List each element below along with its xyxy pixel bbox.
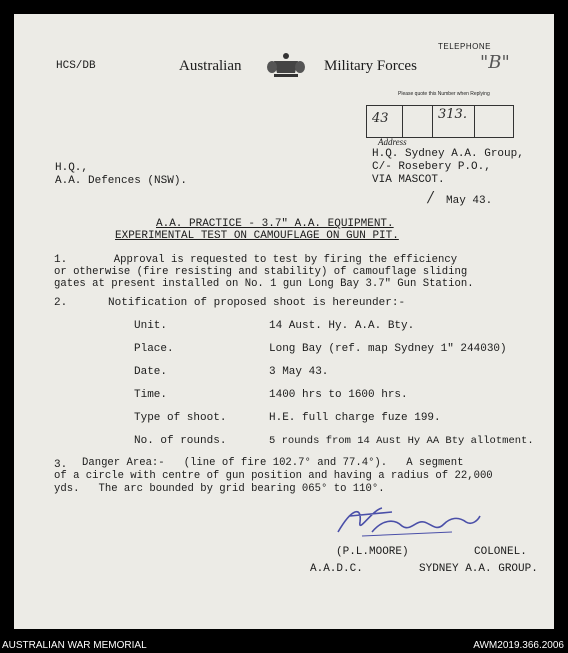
detail-value: Long Bay (ref. map Sydney 1" 244030) (269, 343, 507, 355)
box-divider (402, 105, 403, 138)
detail-label: Place. (134, 343, 174, 355)
paragraph-number: 3. (54, 459, 68, 471)
address-line: VIA MASCOT. (372, 174, 445, 186)
reference-code: HCS/DB (56, 60, 96, 72)
box-divider (432, 105, 433, 138)
paragraph-line: gates at present installed on No. 1 gun Long Bay 3.7" Gun Station. (54, 278, 474, 290)
box-divider (474, 105, 475, 138)
detail-value: H.E. full charge fuze 199. (269, 412, 441, 424)
signatory-name: (P.L.MOORE) (336, 546, 409, 558)
letterhead-right: Military Forces (324, 58, 417, 74)
signature-image (332, 502, 482, 542)
paragraph-line: yds. The arc bounded by grid bearing 065° to 110°. (54, 483, 385, 495)
detail-label: Time. (134, 389, 168, 401)
signatory-rank: COLONEL. (474, 546, 527, 558)
address-line: H.Q. Sydney A.A. Group, (372, 148, 524, 160)
recipient-line: H.Q., (55, 162, 89, 174)
document-page (14, 14, 554, 629)
detail-value: 14 Aust. Hy. A.A. Bty. (269, 320, 415, 332)
detail-label: Type of shoot. (134, 412, 227, 424)
paragraph-line: of a circle with centre of gun position and having a radius of 22,000 (54, 470, 493, 482)
signatory-title-right: SYDNEY A.A. GROUP. (419, 563, 538, 575)
detail-value: 3 May 43. (269, 366, 329, 378)
paragraph-number: 1. (54, 254, 68, 266)
recipient-line: A.A. Defences (NSW). (55, 175, 188, 187)
signatory-title-left: A.A.D.C. (310, 563, 363, 575)
address-label: Address (378, 137, 407, 147)
quote-note: Please quote this Number when Replying (398, 91, 490, 97)
detail-label: Unit. (134, 320, 168, 332)
date-text: May 43. (446, 195, 493, 207)
file-number-part-b: 313. (438, 107, 467, 122)
subject-line: EXPERIMENTAL TEST ON CAMOUFLAGE ON GUN PIT. (115, 230, 399, 242)
detail-value: 5 rounds from 14 Aust Hy AA Bty allotment. (269, 435, 534, 447)
letterhead-left: Australian (179, 58, 242, 74)
subject-line: A.A. PRACTICE - 3.7" A.A. EQUIPMENT. (156, 218, 394, 230)
footer-accession-number: AWM2019.366.2006 (473, 640, 564, 651)
detail-value: 1400 hrs to 1600 hrs. (269, 389, 408, 401)
detail-label: No. of rounds. (134, 435, 227, 447)
footer-credit: AUSTRALIAN WAR MEMORIAL (2, 640, 147, 651)
file-number-part-a: 43 (372, 111, 389, 126)
detail-label: Date. (134, 366, 168, 378)
address-line: C/- Rosebery P.O., (372, 161, 491, 173)
paragraph-line: Danger Area:- (line of fire 102.7° and 77.4°). A segment (82, 457, 464, 469)
telephone-label: TELEPHONE (438, 42, 491, 51)
date-mark: / (428, 188, 434, 206)
paragraph-line: Approval is requested to test by firing the efficiency (82, 254, 458, 266)
telephone-value: "B" (480, 52, 510, 73)
paragraph-number: 2. (54, 297, 68, 309)
paragraph-line: or otherwise (fire resisting and stability) of camouflage sliding (54, 266, 468, 278)
coat-of-arms-icon (266, 51, 306, 79)
paragraph-text: Notification of proposed shoot is hereunder:- (108, 297, 406, 309)
